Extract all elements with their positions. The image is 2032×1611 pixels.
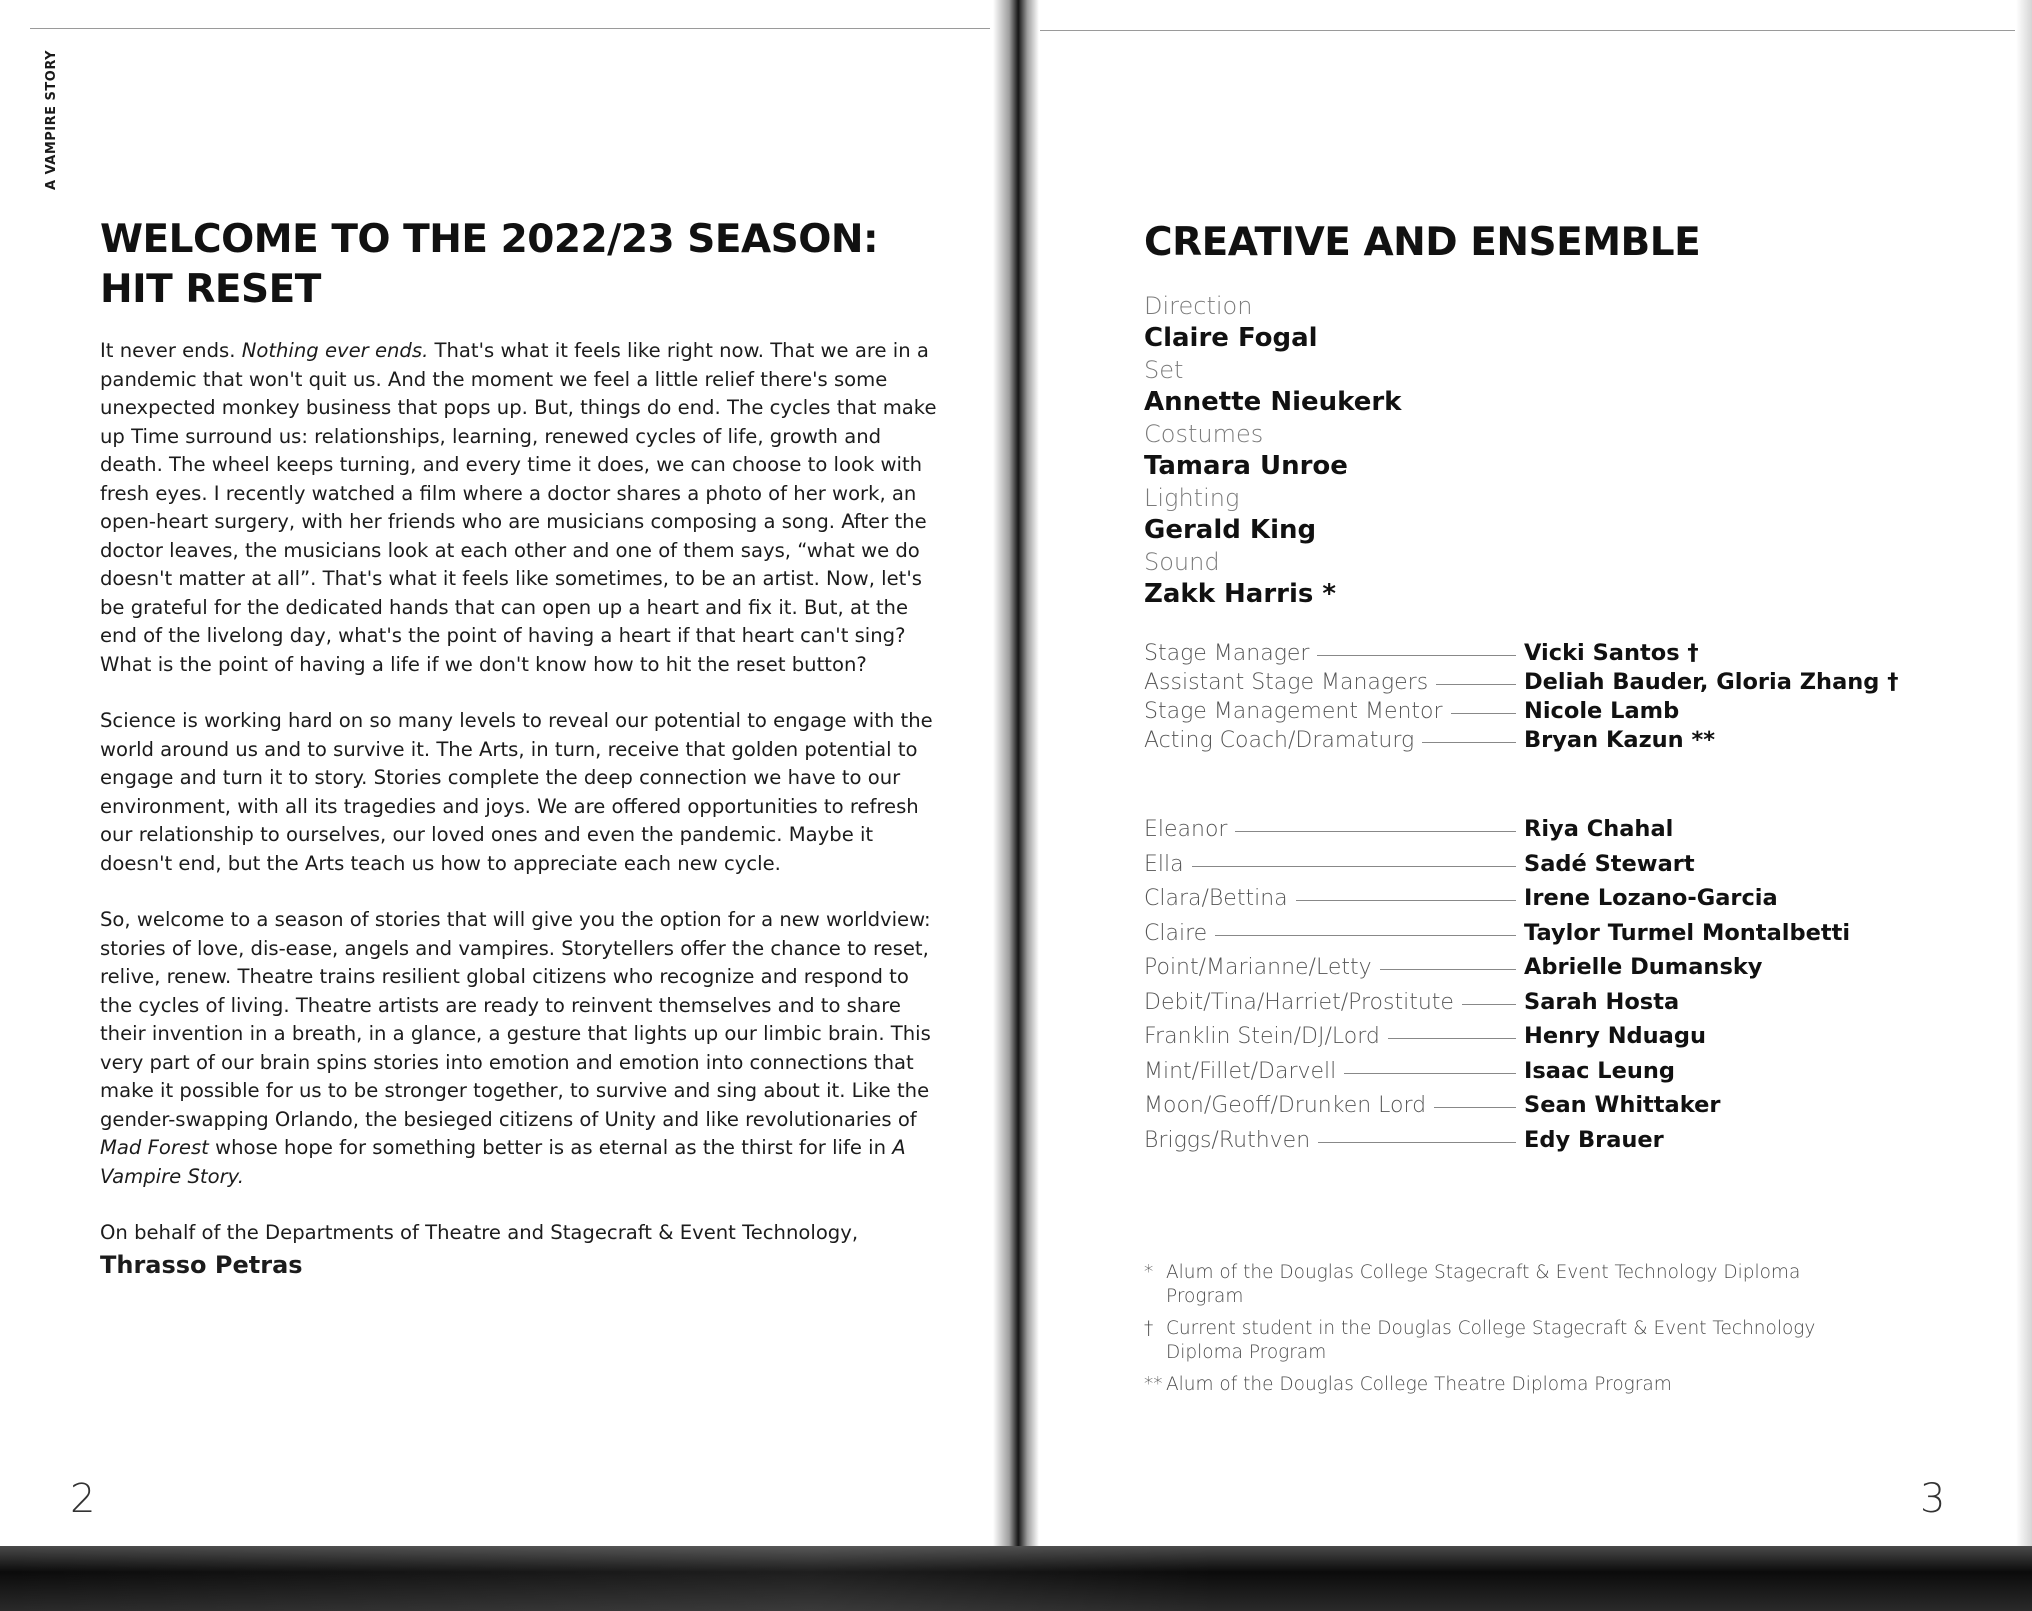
cast-table [1144,816,1984,1161]
cast-role: Briggs/Ruthven [1144,1127,1311,1153]
cast-role: Point/Marianne/Letty [1144,955,1372,980]
welcome-paragraph-2: Science is working hard on so many levels to reveal our potential to engage with the world around us and to survive it. The Arts, in turn, receive that golden potential to engage and turn it to story. Stories complete the deep connection we have to our environment, with all its tragedies and joys. We are offered opportunities to refresh our relationship to ourselves, our loved ones and even the pandemic. Maybe it doesn't end, but the Arts teach us how to appreciate each new cycle. [100,709,933,875]
crew-role: Stage Management Mentor [1144,699,1443,724]
creative-role: Direction [1144,292,1253,320]
cast-label-cell [1144,921,1524,946]
crew-name: Bryan Kazun ** [1524,727,1716,753]
running-head-text: A VAMPIRE STORY [44,49,59,190]
cast-role: Mint/Fillet/Darvell [1144,1058,1337,1084]
cast-label-cell [1144,886,1524,911]
page-number-right: 3 [1920,1476,1946,1522]
paragraph-1-text-c: That's what it feels like right now. That we are in a pandemic that won't quit us. And the moment we feel a little relief there's some unexpected monkey business that pops up. But, things do end. The cycles that make up Time surround us: relationships, learning, renewed cycles of life, growth and death. The wheel keeps turning, and every time it does, we can choose to look with fresh eyes. I recently watched a film where a doctor shares a photo of her work, an open-heart surgery, with her friends who are musicians composing a song. After the doctor leaves, the musicians look at each other and one of them says, “what we do doesn't matter at all”. That's what it feels like sometimes, to be an artist. Now, let's be grateful for the dedicated hands that can open up a heart and fix it. But, at the end of the livelong day, what's the point of having a heart if that heart can't sing? What is the point of having a life if we don't know how to hit the reset button? [100,339,937,676]
cast-row [1144,1058,1984,1093]
dotted-leader [1422,742,1516,743]
creative-name: Zakk Harris * [1144,579,1337,609]
paragraph-3-text-c: whose hope for something better is as eternal as the thirst for life in [208,1136,893,1159]
welcome-title-line2: HIT RESET [100,267,321,312]
paragraph-1-text-a: It never ends. [100,339,242,362]
dotted-leader [1462,1004,1516,1005]
creative-title: CREATIVE AND ENSEMBLE [1144,220,1701,265]
paragraph-1-italic: Nothing ever ends. [241,339,429,362]
crew-label-cell [1144,641,1524,666]
cast-name: Taylor Turmel Montalbetti [1524,919,1851,946]
cast-name: Sadé Stewart [1524,850,1695,877]
cast-name: Riya Chahal [1524,816,1674,842]
cast-role: Debit/Tina/Harriet/Prostitute [1144,989,1454,1015]
crew-name: Deliah Bauder, Gloria Zhang † [1524,669,1899,695]
cast-role: Eleanor [1144,817,1228,842]
crew-row [1144,727,1984,756]
crew-name: Vicki Santos † [1524,640,1699,666]
dotted-leader [1296,900,1516,901]
scan-bottom-highlight [0,1546,2032,1611]
creative-name: Gerald King [1144,515,1317,545]
cast-row [1144,954,1984,989]
right-page [1144,218,1984,1405]
creative-item [1144,290,1984,354]
crew-name: Nicole Lamb [1524,698,1680,724]
dotted-leader [1235,831,1516,832]
cast-role: Franklin Stein/DJ/Lord [1144,1024,1380,1049]
welcome-body [100,337,945,1280]
cast-label-cell [1144,990,1524,1015]
footnote [1144,1373,1844,1397]
creative-role: Costumes [1144,420,1264,448]
creative-role: Sound [1144,548,1220,576]
welcome-title [100,215,945,315]
cast-role: Moon/Geoff/Drunken Lord [1144,1093,1427,1118]
footnote-mark: * [1144,1262,1154,1283]
cast-name: Isaac Leung [1524,1057,1676,1084]
crew-role: Assistant Stage Managers [1144,670,1429,695]
crew-row [1144,640,1984,669]
running-head [44,40,60,190]
welcome-paragraph-3 [100,906,945,1191]
cast-role: Clara/Bettina [1144,886,1288,911]
cast-label-cell [1144,1059,1524,1084]
crew-row [1144,669,1984,698]
dotted-leader [1436,684,1516,685]
footnote [1144,1317,1844,1365]
footnote-text: Alum of the Douglas College Stagecraft & Event Technology Diploma Program [1166,1262,1801,1307]
book-spine-shadow [993,0,1039,1611]
welcome-title-line1: WELCOME TO THE 2022/23 SEASON: [100,217,879,262]
cast-row [1144,885,1984,920]
cast-name: Irene Lozano-Garcia [1524,885,1778,911]
cast-role: Ella [1144,851,1184,877]
dotted-leader [1318,1142,1516,1143]
paragraph-3-italic-mad-forest: Mad Forest [100,1136,209,1159]
crew-row [1144,698,1984,727]
creative-item [1144,546,1984,610]
creative-item [1144,482,1984,546]
page-number-left: 2 [70,1476,96,1522]
cast-label-cell [1144,1093,1524,1118]
dotted-leader [1451,713,1516,714]
cast-label-cell [1144,955,1524,980]
cast-role: Claire [1144,920,1208,946]
dotted-leader [1344,1073,1516,1074]
dotted-leader [1215,935,1516,936]
cast-label-cell [1144,1024,1524,1049]
crew-label-cell [1144,670,1524,695]
creative-name: Claire Fogal [1144,323,1318,353]
cast-name: Abrielle Dumansky [1524,954,1763,980]
cast-label-cell [1144,1128,1524,1153]
crew-table [1144,640,1984,756]
footnotes [1144,1261,1984,1397]
footnote [1144,1261,1844,1309]
cast-name: Edy Brauer [1524,1126,1664,1153]
paragraph-3-text-a: So, welcome to a season of stories that will give you the option for a new worldview: stories of love, dis-ease, angels and vampires. Storytellers offer the chance to reset, relive, renew. Theatre trains resilient global citizens who recognize and respond to the cycles of living. Theatre artists are ready to reinvent themselves and to share their invention in a breath, in a glance, a gesture that lights up our limbic brain. This very part of our brain spins stories into emotion and emotion into connections that make it possible for us to be stronger together, to survive and sing about it. Like the gender-swapping Orlando, the besieged citizens of Unity and like revolutionaries of [100,908,931,1131]
top-rule-left [30,28,990,29]
welcome-paragraph-1 [100,337,945,679]
crew-role: Stage Manager [1144,641,1310,666]
creative-role: Set [1144,356,1184,384]
dotted-leader [1388,1038,1516,1039]
cast-name: Henry Nduagu [1524,1023,1706,1049]
footnote-mark: ** [1144,1374,1163,1395]
crew-label-cell [1144,699,1524,724]
creative-name: Annette Nieukerk [1144,387,1402,417]
signature: Thrasso Petras [100,1250,303,1279]
footnote-text: Current student in the Douglas College Stagecraft & Event Technology Diploma Program [1166,1318,1816,1363]
cast-label-cell [1144,852,1524,877]
dotted-leader [1380,969,1516,970]
footnote-mark: † [1144,1318,1154,1339]
creative-team-list [1144,290,1984,610]
welcome-paragraph-4: On behalf of the Departments of Theatre and Stagecraft & Event Technology, [100,1221,859,1244]
paragraph-3-italic-vampire-story: A Vampire Story. [100,1136,906,1188]
left-page [100,215,945,1280]
cast-label-cell [1144,817,1524,842]
dotted-leader [1317,655,1516,656]
creative-name: Tamara Unroe [1144,451,1348,481]
dotted-leader [1434,1107,1516,1108]
cast-row [1144,1023,1984,1058]
crew-label-cell [1144,728,1524,753]
crew-role: Acting Coach/Dramaturg [1144,728,1415,753]
cast-row [1144,851,1984,886]
cast-row [1144,1127,1984,1162]
cast-row [1144,1092,1984,1127]
dotted-leader [1192,866,1516,867]
creative-role: Lighting [1144,484,1240,512]
cast-name: Sarah Hosta [1524,988,1680,1015]
cast-row [1144,816,1984,851]
cast-row [1144,920,1984,955]
creative-item [1144,418,1984,482]
footnote-text: Alum of the Douglas College Theatre Diploma Program [1166,1374,1672,1395]
cast-name: Sean Whittaker [1524,1092,1721,1118]
cast-row [1144,989,1984,1024]
creative-item [1144,354,1984,418]
page-edge-shadow [2016,0,2032,1611]
top-rule-right [1040,30,2015,31]
